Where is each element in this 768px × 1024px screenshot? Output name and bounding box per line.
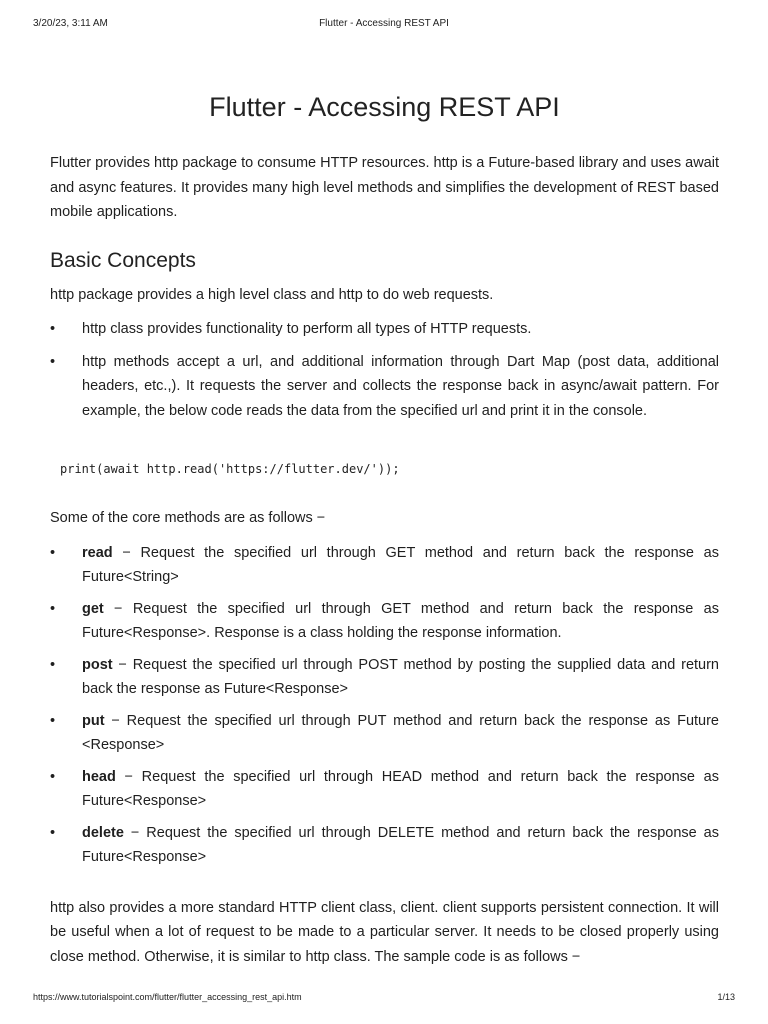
method-desc: − Request the specified url through DELETE method and return back the response as Future<Response> xyxy=(82,824,719,865)
method-desc: − Request the specified url through POST method by posting the supplied data and return back the response as Future<Response> xyxy=(82,656,719,697)
bullet-icon: • xyxy=(50,600,56,617)
page-title: Flutter - Accessing REST API xyxy=(209,92,560,122)
basic-concepts-lead: http package provides a high level class and http to do web requests. xyxy=(50,286,494,303)
concepts-list xyxy=(50,317,719,423)
bullet-icon: • xyxy=(50,321,56,337)
bullet-icon: • xyxy=(50,768,56,785)
method-name: head xyxy=(82,768,116,785)
method-item-get xyxy=(50,597,719,646)
method-name: post xyxy=(82,656,113,673)
page-number: 1/13 xyxy=(717,992,735,1002)
print-footer xyxy=(33,992,735,1006)
print-date: 3/20/23, 3:11 AM xyxy=(33,18,108,29)
method-item-head xyxy=(50,765,719,814)
bullet-icon: • xyxy=(50,544,56,561)
method-name: get xyxy=(82,600,104,617)
print-header xyxy=(33,18,735,32)
method-item-put xyxy=(50,709,719,758)
page-url[interactable]: https://www.tutorialspoint.com/flutter/flutter_accessing_rest_api.htm xyxy=(33,992,302,1002)
core-methods-lead: Some of the core methods are as follows − xyxy=(50,510,326,526)
method-item-post xyxy=(50,653,719,702)
method-desc: − Request the specified url through PUT method and return back the response as Future <Response> xyxy=(82,712,719,753)
methods-list xyxy=(50,541,719,870)
concept-text: http methods accept a url, and additional information through Dart Map (post data, additional headers, etc.,). It requests the server and collects the response back in async/await pattern. For example, the below code reads the data from the specified url and print it in the console. xyxy=(82,353,719,419)
client-paragraph: http also provides a more standard HTTP client class, client. client supports persistent connection. It will be useful when a lot of request to be made to a particular server. It needs to be closed properly using close method. Otherwise, it is similar to http class. The sample code is as follows − xyxy=(50,899,719,965)
concept-item xyxy=(50,317,719,342)
print-page-title: Flutter - Accessing REST API xyxy=(319,18,449,29)
section-heading-basic-concepts: Basic Concepts xyxy=(50,248,196,272)
method-desc: − Request the specified url through GET method and return back the response as Future<String> xyxy=(82,544,719,585)
bullet-icon: • xyxy=(50,353,56,370)
intro-paragraph: Flutter provides http package to consume HTTP resources. http is a Future-based library and uses await and async features. It provides many high level methods and simplifies the development of REST based mobile applications. xyxy=(50,155,719,220)
method-name: put xyxy=(82,712,105,729)
method-item-read xyxy=(50,541,719,590)
code-sample: print(await http.read('https://flutter.dev/')); xyxy=(60,462,400,476)
method-desc: − Request the specified url through GET method and return back the response as Future<Response>. Response is a class holding the response information. xyxy=(82,600,719,641)
concept-text: http class provides functionality to perform all types of HTTP requests. xyxy=(82,321,532,337)
concept-item xyxy=(50,350,719,424)
method-name: read xyxy=(82,544,113,561)
bullet-icon: • xyxy=(50,656,56,673)
bullet-icon: • xyxy=(50,824,56,841)
method-desc: − Request the specified url through HEAD method and return back the response as Future<Response> xyxy=(82,768,719,809)
bullet-icon: • xyxy=(50,712,56,729)
method-item-delete xyxy=(50,821,719,870)
article-content xyxy=(50,78,719,983)
method-name: delete xyxy=(82,824,124,841)
